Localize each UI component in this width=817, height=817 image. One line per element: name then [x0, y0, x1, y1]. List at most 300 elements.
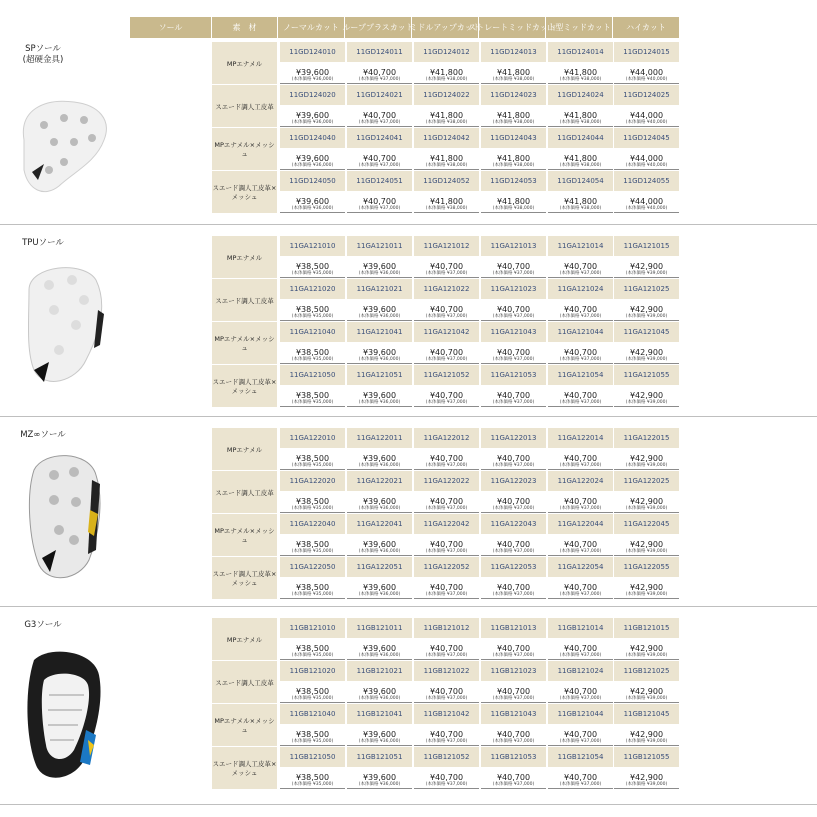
price-value: ¥38,500 — [295, 454, 330, 463]
product-code: 11GA122045 — [614, 514, 679, 534]
price-cell — [481, 385, 546, 407]
price-value: ¥39,600 — [362, 262, 397, 271]
price-tax-note: (本体価格 ¥35,000) — [291, 653, 334, 658]
price-tax-note: (本体価格 ¥35,000) — [291, 314, 334, 319]
price-cell — [280, 148, 345, 170]
price-value: ¥42,900 — [629, 497, 664, 506]
shoe-image — [4, 80, 120, 204]
price-tax-note: (本体価格 ¥39,000) — [625, 314, 668, 319]
price-tax-note: (本体価格 ¥38,000) — [559, 163, 602, 168]
product-code: 11GD124020 — [280, 85, 345, 105]
price-value: ¥40,700 — [563, 348, 598, 357]
price-tax-note: (本体価格 ¥36,000) — [358, 463, 401, 468]
price-tax-note: (本体価格 ¥40,000) — [625, 77, 668, 82]
price-cell — [280, 491, 345, 513]
price-tax-note: (本体価格 ¥35,000) — [291, 592, 334, 597]
price-cell — [548, 681, 613, 703]
price-tax-note: (本体価格 ¥37,000) — [559, 314, 602, 319]
product-code: 11GA121015 — [614, 236, 679, 256]
price-cell — [614, 767, 679, 789]
price-tax-note: (本体価格 ¥39,000) — [625, 739, 668, 744]
section-divider — [0, 606, 817, 607]
product-code: 11GB121051 — [347, 747, 412, 767]
price-tax-note: (本体価格 ¥39,000) — [625, 653, 668, 658]
price-tax-note: (本体価格 ¥39,000) — [625, 400, 668, 405]
sole-name-line: (超硬金具) — [22, 55, 64, 65]
price-tax-note: (本体価格 ¥38,000) — [492, 77, 535, 82]
product-code: 11GB121054 — [548, 747, 613, 767]
price-cell — [347, 191, 412, 213]
product-code: 11GA121045 — [614, 322, 679, 342]
price-cell — [280, 385, 345, 407]
header-cut-high: ハイカット — [626, 23, 666, 32]
price-tax-note: (本体価格 ¥36,000) — [358, 314, 401, 319]
price-value: ¥39,600 — [362, 391, 397, 400]
price-cell — [548, 105, 613, 127]
product-code: 11GB121020 — [280, 661, 345, 681]
price-value: ¥41,800 — [429, 68, 464, 77]
price-tax-note: (本体価格 ¥37,000) — [425, 549, 468, 554]
price-value: ¥39,600 — [362, 773, 397, 782]
price-value: ¥40,700 — [496, 687, 531, 696]
price-cell — [481, 638, 546, 660]
price-value: ¥40,700 — [496, 262, 531, 271]
price-value: ¥44,000 — [629, 197, 664, 206]
price-cell — [414, 767, 479, 789]
price-tax-note: (本体価格 ¥37,000) — [559, 271, 602, 276]
price-tax-note: (本体価格 ¥36,000) — [358, 739, 401, 744]
price-tax-note: (本体価格 ¥36,000) — [291, 120, 334, 125]
price-cell — [280, 681, 345, 703]
price-tax-note: (本体価格 ¥37,000) — [559, 506, 602, 511]
product-code: 11GB121055 — [614, 747, 679, 767]
price-tax-note: (本体価格 ¥39,000) — [625, 506, 668, 511]
section-divider — [0, 804, 817, 805]
price-value: ¥38,500 — [295, 540, 330, 549]
sole-name-line: MZ∞ソール — [20, 430, 66, 440]
price-cell — [548, 62, 613, 84]
price-tax-note: (本体価格 ¥37,000) — [492, 782, 535, 787]
product-code: 11GA122023 — [481, 471, 546, 491]
product-code: 11GB121014 — [548, 618, 613, 638]
price-cell — [481, 767, 546, 789]
price-tax-note: (本体価格 ¥35,000) — [291, 782, 334, 787]
price-value: ¥40,700 — [429, 497, 464, 506]
sole-name — [8, 238, 78, 249]
price-value: ¥41,800 — [496, 154, 531, 163]
material-label: MPエナメル×メッシュ — [212, 322, 277, 364]
price-value: ¥40,700 — [563, 583, 598, 592]
price-value: ¥39,600 — [295, 197, 330, 206]
price-tax-note: (本体価格 ¥37,000) — [358, 163, 401, 168]
price-cell — [548, 534, 613, 556]
product-code: 11GD124053 — [481, 171, 546, 191]
price-value: ¥40,700 — [429, 730, 464, 739]
price-cell — [414, 638, 479, 660]
material-label: MPエナメル×メッシュ — [212, 514, 277, 556]
product-code: 11GD124023 — [481, 85, 546, 105]
product-code: 11GA122043 — [481, 514, 546, 534]
price-tax-note: (本体価格 ¥35,000) — [291, 357, 334, 362]
price-cell — [347, 299, 412, 321]
product-code: 11GD124042 — [414, 128, 479, 148]
price-cell — [481, 681, 546, 703]
price-value: ¥38,500 — [295, 391, 330, 400]
price-tax-note: (本体価格 ¥35,000) — [291, 696, 334, 701]
material-label: スエード調人工皮革 — [212, 661, 277, 703]
product-code: 11GA121021 — [347, 279, 412, 299]
price-cell — [280, 534, 345, 556]
price-tax-note: (本体価格 ¥40,000) — [625, 120, 668, 125]
price-value: ¥40,700 — [496, 305, 531, 314]
product-code: 11GA121011 — [347, 236, 412, 256]
price-cell — [414, 256, 479, 278]
price-tax-note: (本体価格 ¥37,000) — [358, 206, 401, 211]
price-cell — [280, 638, 345, 660]
price-value: ¥41,800 — [496, 68, 531, 77]
price-cell — [280, 577, 345, 599]
price-value: ¥42,900 — [629, 454, 664, 463]
price-value: ¥38,500 — [295, 348, 330, 357]
price-tax-note: (本体価格 ¥36,000) — [358, 400, 401, 405]
price-cell — [481, 105, 546, 127]
product-code: 11GD124054 — [548, 171, 613, 191]
price-tax-note: (本体価格 ¥37,000) — [425, 271, 468, 276]
product-code: 11GA121043 — [481, 322, 546, 342]
price-tax-note: (本体価格 ¥37,000) — [492, 400, 535, 405]
product-code: 11GA122052 — [414, 557, 479, 577]
price-value: ¥40,700 — [496, 773, 531, 782]
product-code: 11GA121054 — [548, 365, 613, 385]
material-label: スエード調人工皮革×メッシュ — [212, 557, 277, 599]
price-tax-note: (本体価格 ¥35,000) — [291, 549, 334, 554]
product-code: 11GD124014 — [548, 42, 613, 62]
price-cell — [548, 342, 613, 364]
product-code: 11GD124024 — [548, 85, 613, 105]
header-sole: ソール — [130, 17, 212, 38]
product-code: 11GD124021 — [347, 85, 412, 105]
product-code: 11GA122021 — [347, 471, 412, 491]
price-value: ¥39,600 — [362, 454, 397, 463]
price-cell — [548, 256, 613, 278]
product-code: 11GA121013 — [481, 236, 546, 256]
price-value: ¥40,700 — [362, 111, 397, 120]
price-tax-note: (本体価格 ¥37,000) — [492, 463, 535, 468]
price-value: ¥44,000 — [629, 111, 664, 120]
product-code: 11GA122044 — [548, 514, 613, 534]
price-cell — [614, 681, 679, 703]
price-cell — [347, 577, 412, 599]
product-code: 11GA121014 — [548, 236, 613, 256]
price-cell — [347, 724, 412, 746]
product-code: 11GB121021 — [347, 661, 412, 681]
price-cell — [481, 491, 546, 513]
price-value: ¥39,600 — [362, 583, 397, 592]
price-cell — [481, 148, 546, 170]
price-cell — [347, 105, 412, 127]
price-tax-note: (本体価格 ¥35,000) — [291, 739, 334, 744]
price-tax-note: (本体価格 ¥36,000) — [291, 163, 334, 168]
product-code: 11GA122051 — [347, 557, 412, 577]
price-cell — [614, 385, 679, 407]
price-cell — [347, 491, 412, 513]
price-tax-note: (本体価格 ¥36,000) — [358, 782, 401, 787]
price-value: ¥40,700 — [429, 454, 464, 463]
price-cell — [548, 767, 613, 789]
price-tax-note: (本体価格 ¥36,000) — [358, 549, 401, 554]
price-cell — [280, 105, 345, 127]
sole-name-line: G3ソール — [24, 620, 62, 630]
price-tax-note: (本体価格 ¥39,000) — [625, 357, 668, 362]
price-tax-note: (本体価格 ¥37,000) — [425, 739, 468, 744]
price-value: ¥40,700 — [496, 644, 531, 653]
price-cell — [347, 62, 412, 84]
price-cell — [614, 577, 679, 599]
product-code: 11GA121051 — [347, 365, 412, 385]
price-tax-note: (本体価格 ¥37,000) — [559, 782, 602, 787]
price-tax-note: (本体価格 ¥38,000) — [559, 77, 602, 82]
price-value: ¥40,700 — [496, 540, 531, 549]
product-code: 11GD124025 — [614, 85, 679, 105]
price-value: ¥40,700 — [496, 730, 531, 739]
price-cell — [347, 342, 412, 364]
price-cell — [481, 191, 546, 213]
product-code: 11GA122024 — [548, 471, 613, 491]
price-tax-note: (本体価格 ¥37,000) — [492, 739, 535, 744]
product-code: 11GA122053 — [481, 557, 546, 577]
header-cut-normal: ノーマルカット — [278, 17, 345, 38]
product-code: 11GB121015 — [614, 618, 679, 638]
price-value: ¥40,700 — [429, 391, 464, 400]
price-tax-note: (本体価格 ¥39,000) — [625, 782, 668, 787]
price-value: ¥38,500 — [295, 730, 330, 739]
product-code: 11GD124013 — [481, 42, 546, 62]
product-code: 11GA122011 — [347, 428, 412, 448]
product-code: 11GD124050 — [280, 171, 345, 191]
price-cell — [614, 342, 679, 364]
price-tax-note: (本体価格 ¥38,000) — [425, 206, 468, 211]
price-cell — [481, 62, 546, 84]
price-cell — [548, 577, 613, 599]
price-cell — [414, 385, 479, 407]
price-tax-note: (本体価格 ¥40,000) — [625, 163, 668, 168]
price-cell — [280, 448, 345, 470]
price-value: ¥38,500 — [295, 497, 330, 506]
price-tax-note: (本体価格 ¥37,000) — [425, 653, 468, 658]
price-value: ¥40,700 — [429, 773, 464, 782]
product-code: 11GA122025 — [614, 471, 679, 491]
price-cell — [280, 342, 345, 364]
product-code: 11GA121050 — [280, 365, 345, 385]
price-cell — [414, 448, 479, 470]
price-value: ¥40,700 — [563, 391, 598, 400]
material-label: スエード調人工皮革×メッシュ — [212, 365, 277, 407]
price-value: ¥40,700 — [563, 730, 598, 739]
product-code: 11GD124040 — [280, 128, 345, 148]
price-value: ¥40,700 — [429, 583, 464, 592]
price-tax-note: (本体価格 ¥37,000) — [559, 739, 602, 744]
price-tax-note: (本体価格 ¥38,000) — [425, 77, 468, 82]
price-tax-note: (本体価格 ¥37,000) — [492, 506, 535, 511]
price-cell — [481, 342, 546, 364]
price-value: ¥41,800 — [563, 197, 598, 206]
price-value: ¥42,900 — [629, 305, 664, 314]
product-code: 11GD124041 — [347, 128, 412, 148]
header-cut-middle-up: ミドルアップカット — [412, 17, 479, 38]
price-value: ¥44,000 — [629, 154, 664, 163]
price-value: ¥42,900 — [629, 391, 664, 400]
price-tax-note: (本体価格 ¥37,000) — [492, 271, 535, 276]
product-code: 11GB121040 — [280, 704, 345, 724]
price-cell — [347, 534, 412, 556]
price-tax-note: (本体価格 ¥36,000) — [291, 77, 334, 82]
price-value: ¥42,900 — [629, 583, 664, 592]
price-value: ¥39,600 — [362, 730, 397, 739]
price-tax-note: (本体価格 ¥37,000) — [425, 592, 468, 597]
price-value: ¥41,800 — [429, 197, 464, 206]
product-code: 11GB121011 — [347, 618, 412, 638]
price-tax-note: (本体価格 ¥37,000) — [358, 77, 401, 82]
product-code: 11GA122040 — [280, 514, 345, 534]
material-label: スエード調人工皮革 — [212, 85, 277, 127]
price-value: ¥42,900 — [629, 730, 664, 739]
product-code: 11GB121022 — [414, 661, 479, 681]
price-tax-note: (本体価格 ¥38,000) — [492, 120, 535, 125]
sole-name — [8, 44, 78, 66]
price-value: ¥39,600 — [362, 540, 397, 549]
price-cell — [414, 342, 479, 364]
product-code: 11GA121042 — [414, 322, 479, 342]
price-tax-note: (本体価格 ¥37,000) — [559, 592, 602, 597]
price-cell — [414, 681, 479, 703]
price-tax-note: (本体価格 ¥37,000) — [492, 653, 535, 658]
price-tax-note: (本体価格 ¥35,000) — [291, 506, 334, 511]
price-value: ¥40,700 — [362, 154, 397, 163]
price-value: ¥40,700 — [563, 687, 598, 696]
price-tax-note: (本体価格 ¥40,000) — [625, 206, 668, 211]
price-cell — [414, 534, 479, 556]
price-cell — [614, 191, 679, 213]
product-code: 11GD124055 — [614, 171, 679, 191]
price-cell — [280, 256, 345, 278]
shoe-image — [4, 250, 120, 404]
header-cut-loop-plus: ループプラスカット — [345, 17, 412, 38]
price-value: ¥38,500 — [295, 305, 330, 314]
price-cell — [280, 724, 345, 746]
price-cell — [481, 299, 546, 321]
material-label: MPエナメル — [212, 42, 277, 84]
price-value: ¥40,700 — [496, 583, 531, 592]
product-code: 11GD124012 — [414, 42, 479, 62]
price-cell — [614, 148, 679, 170]
sole-name — [8, 620, 78, 631]
product-code: 11GD124052 — [414, 171, 479, 191]
price-tax-note: (本体価格 ¥36,000) — [358, 506, 401, 511]
product-code: 11GA121052 — [414, 365, 479, 385]
price-tax-note: (本体価格 ¥37,000) — [425, 506, 468, 511]
price-value: ¥41,800 — [496, 197, 531, 206]
price-value: ¥40,700 — [563, 497, 598, 506]
material-label: MPエナメル — [212, 236, 277, 278]
price-tax-note: (本体価格 ¥36,000) — [358, 592, 401, 597]
price-value: ¥40,700 — [429, 687, 464, 696]
price-cell — [614, 638, 679, 660]
product-code: 11GA121044 — [548, 322, 613, 342]
price-value: ¥39,600 — [295, 154, 330, 163]
product-code: 11GD124045 — [614, 128, 679, 148]
price-value: ¥40,700 — [563, 262, 598, 271]
product-code: 11GA121012 — [414, 236, 479, 256]
price-tax-note: (本体価格 ¥39,000) — [625, 696, 668, 701]
product-code: 11GA122020 — [280, 471, 345, 491]
price-cell — [280, 767, 345, 789]
price-cell — [347, 681, 412, 703]
price-tax-note: (本体価格 ¥35,000) — [291, 463, 334, 468]
price-tax-note: (本体価格 ¥38,000) — [559, 206, 602, 211]
price-value: ¥41,800 — [429, 111, 464, 120]
price-tax-note: (本体価格 ¥39,000) — [625, 549, 668, 554]
price-value: ¥40,700 — [563, 305, 598, 314]
price-value: ¥42,900 — [629, 540, 664, 549]
price-value: ¥39,600 — [295, 68, 330, 77]
price-tax-note: (本体価格 ¥37,000) — [425, 782, 468, 787]
price-value: ¥44,000 — [629, 68, 664, 77]
product-code: 11GB121045 — [614, 704, 679, 724]
product-code: 11GD124043 — [481, 128, 546, 148]
sole-name-line: SPソール — [25, 44, 61, 54]
price-cell — [481, 448, 546, 470]
price-value: ¥40,700 — [563, 454, 598, 463]
price-tax-note: (本体価格 ¥39,000) — [625, 592, 668, 597]
price-tax-note: (本体価格 ¥38,000) — [559, 120, 602, 125]
product-code: 11GB121042 — [414, 704, 479, 724]
price-value: ¥39,600 — [362, 348, 397, 357]
price-cell — [414, 577, 479, 599]
product-code: 11GB121013 — [481, 618, 546, 638]
price-cell — [414, 299, 479, 321]
price-tax-note: (本体価格 ¥37,000) — [492, 314, 535, 319]
price-value: ¥39,600 — [295, 111, 330, 120]
product-code: 11GB121010 — [280, 618, 345, 638]
price-cell — [614, 105, 679, 127]
price-tax-note: (本体価格 ¥37,000) — [425, 400, 468, 405]
price-value: ¥40,700 — [563, 773, 598, 782]
price-cell — [347, 256, 412, 278]
price-cell — [614, 534, 679, 556]
product-code: 11GA122041 — [347, 514, 412, 534]
tpu-sole-shoe-icon — [4, 250, 120, 400]
price-value: ¥39,600 — [362, 305, 397, 314]
product-code: 11GA121025 — [614, 279, 679, 299]
product-code: 11GB121023 — [481, 661, 546, 681]
product-code: 11GB121050 — [280, 747, 345, 767]
price-tax-note: (本体価格 ¥38,000) — [492, 163, 535, 168]
product-code: 11GA122014 — [548, 428, 613, 448]
price-value: ¥42,900 — [629, 687, 664, 696]
price-value: ¥41,800 — [563, 154, 598, 163]
product-code: 11GA122042 — [414, 514, 479, 534]
price-cell — [548, 299, 613, 321]
price-tax-note: (本体価格 ¥39,000) — [625, 271, 668, 276]
product-code: 11GA122015 — [614, 428, 679, 448]
price-value: ¥38,500 — [295, 644, 330, 653]
product-code: 11GA121024 — [548, 279, 613, 299]
product-code: 11GB121053 — [481, 747, 546, 767]
price-cell — [614, 256, 679, 278]
product-code: 11GA121022 — [414, 279, 479, 299]
price-tax-note: (本体価格 ¥37,000) — [358, 120, 401, 125]
price-cell — [280, 299, 345, 321]
